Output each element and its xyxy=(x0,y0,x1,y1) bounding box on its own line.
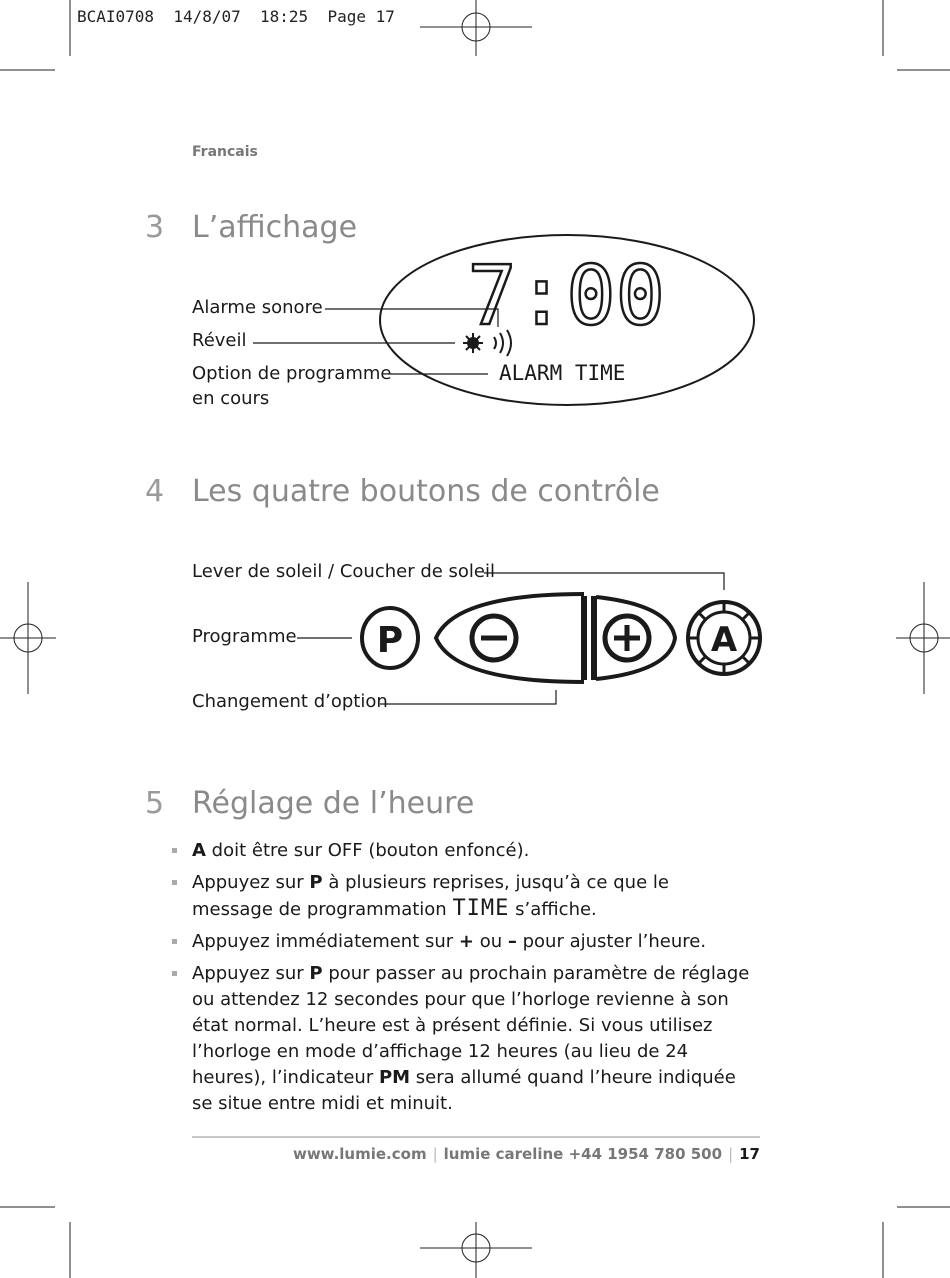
minus-button-icon xyxy=(472,616,516,660)
setting-steps-list xyxy=(172,838,752,1123)
p-button-icon xyxy=(362,608,418,668)
list-item: Appuyez sur P à plusieurs reprises, jusqu’à ce que le message de programmation TIME s’affiche. xyxy=(172,870,752,923)
section-5-number: 5 xyxy=(145,786,165,821)
footer-rule xyxy=(192,1136,760,1138)
label-program-option: Option de programme xyxy=(192,363,392,384)
lcd-time-text: TIME xyxy=(452,896,510,921)
label-program: Programme xyxy=(192,626,297,647)
label-option-change: Changement d’option xyxy=(192,691,388,712)
a-button-icon xyxy=(688,602,760,674)
plus-button-icon xyxy=(605,616,649,660)
p-button-letter: P xyxy=(376,620,404,661)
label-wake: Réveil xyxy=(192,330,247,351)
language-label: Francais xyxy=(192,144,258,160)
label-alarm-sound: Alarme sonore xyxy=(192,297,323,318)
page-number: 17 xyxy=(739,1145,760,1163)
footer-careline: lumie careline +44 1954 780 500 xyxy=(443,1145,723,1163)
footer-website[interactable]: www.lumie.com xyxy=(292,1145,427,1163)
section-4-title: Les quatre boutons de contrôle xyxy=(192,474,660,509)
label-program-option-cont: en cours xyxy=(192,388,270,409)
list-item: A doit être sur OFF (bouton enfoncé). xyxy=(172,838,752,864)
list-item: Appuyez sur P pour passer au prochain paramètre de réglage ou attendez 12 secondes pour que l’horloge revienne à son état normal. L’heure est à présent définie. Si vous utilisez l’horloge en mode d’affichage 12 heures (au lieu de 24 heures), l’indicateur PM sera allumé quand l’heure indiquée se situe entre midi et minuit. xyxy=(172,961,752,1117)
list-item: Appuyez immédiatement sur + ou – pour ajuster l’heure. xyxy=(172,929,752,955)
display-message: ALARM TIME xyxy=(499,361,626,385)
a-button-letter: A xyxy=(710,620,738,660)
label-sunrise-sunset: Lever de soleil / Coucher de soleil xyxy=(192,561,496,582)
section-3-number: 3 xyxy=(145,210,165,245)
display-time: 7:00 xyxy=(467,249,665,344)
section-3-title: L’affichage xyxy=(192,210,358,245)
printer-slug: BCAI0708 14/8/07 18:25 Page 17 xyxy=(77,7,395,26)
page-footer: www.lumie.com | lumie careline +44 1954 780 500 | 17 xyxy=(292,1145,760,1163)
section-5-title: Réglage de l’heure xyxy=(192,786,475,821)
section-4-number: 4 xyxy=(145,474,165,509)
